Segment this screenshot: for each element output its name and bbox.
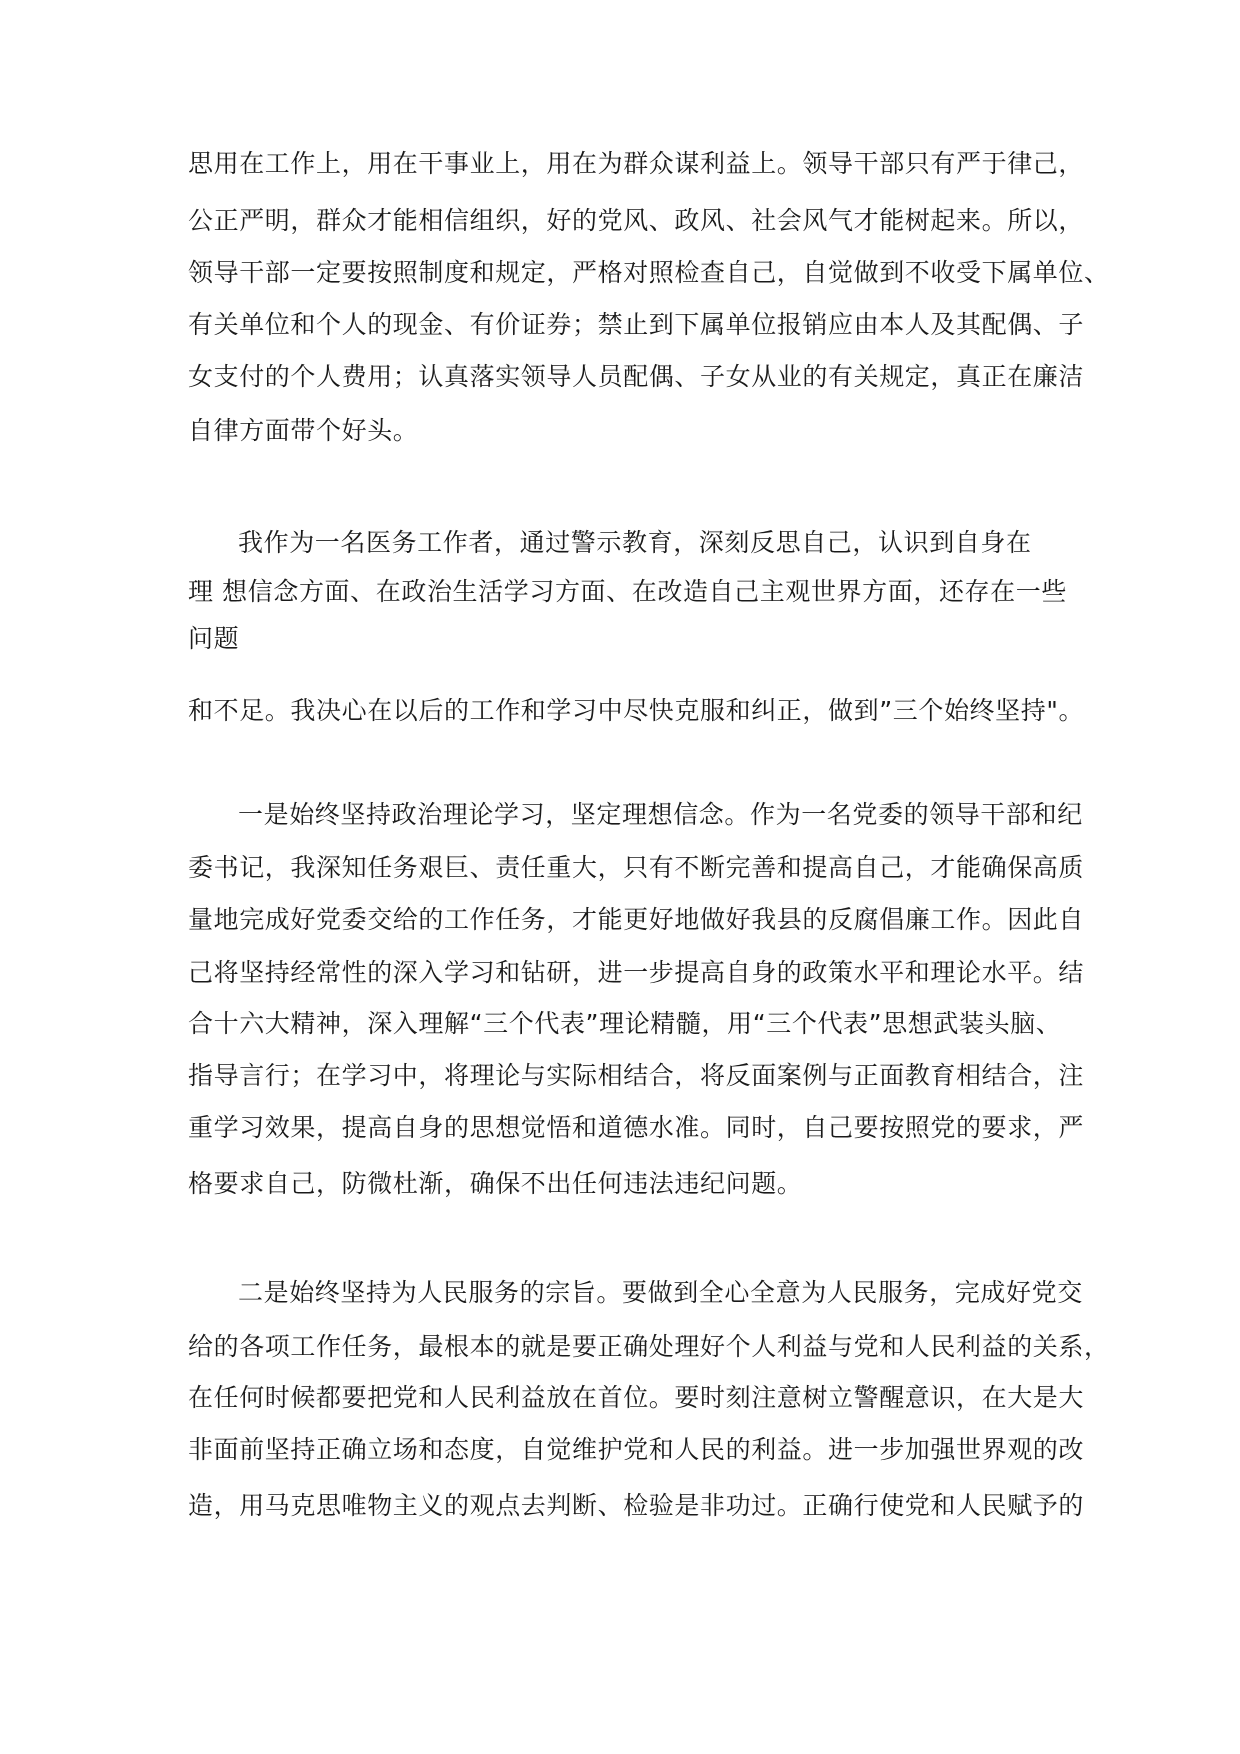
paragraph-line: 给的各项工作任务，最根本的就是要正确处理好个人利益与党和人民利益的关系， — [188, 1332, 1110, 1361]
paragraph-line: 女支付的个人费用；认真落实领导人员配偶、子女从业的有关规定，真正在廉洁 — [188, 362, 1085, 391]
paragraph-line: 和不足。我决心在以后的工作和学习中尽快克服和纠正，做到”三个始终坚持"。 — [188, 696, 1085, 725]
paragraph-line: 我作为一名医务工作者，通过警示教育，深刻反思自己，认识到自身在 — [238, 528, 1032, 557]
paragraph-line: 理 想信念方面、在政治生活学习方面、在改造自己主观世界方面，还存在一些 — [188, 577, 1067, 606]
paragraph-line: 合十六大精神，深入理解“三个代表”理论精髓，用“三个代表”思想武装头脑、 — [188, 1009, 1062, 1038]
paragraph-line: 重学习效果，提高自身的思想觉悟和道德水准。同时，自己要按照党的要求，严 — [188, 1113, 1085, 1142]
paragraph-line: 己将坚持经常性的深入学习和钻研，进一步提高自身的政策水平和理论水平。结 — [188, 958, 1085, 987]
paragraph-line: 格要求自己，防微杜渐，确保不出任何违法违纪问题。 — [188, 1169, 803, 1198]
paragraph-line: 有关单位和个人的现金、有价证券；禁止到下属单位报销应由本人及其配偶、子 — [188, 310, 1085, 339]
paragraph-line: 问题 — [188, 624, 240, 653]
paragraph-line: 公正严明，群众才能相信组织，好的党风、政风、社会风气才能树起来。所以， — [188, 206, 1085, 235]
paragraph-line: 非面前坚持正确立场和态度，自觉维护党和人民的利益。进一步加强世界观的改 — [188, 1435, 1085, 1464]
paragraph-line: 思用在工作上，用在干事业上，用在为群众谋利益上。领导干部只有严于律己， — [188, 149, 1085, 178]
paragraph-line: 在任何时候都要把党和人民利益放在首位。要时刻注意树立警醒意识，在大是大 — [188, 1383, 1085, 1412]
paragraph-line: 指导言行；在学习中，将理论与实际相结合，将反面案例与正面教育相结合，注 — [188, 1061, 1085, 1090]
paragraph-line: 量地完成好党委交给的工作任务，才能更好地做好我县的反腐倡廉工作。因此自 — [188, 905, 1085, 934]
paragraph-line: 领导干部一定要按照制度和规定，严格对照检查自己，自觉做到不收受下属单位、 — [188, 258, 1110, 287]
paragraph-line: 造，用马克思唯物主义的观点去判断、检验是非功过。正确行使党和人民赋予的 — [188, 1491, 1085, 1520]
paragraph-line: 自律方面带个好头。 — [188, 416, 419, 445]
paragraph-line: 一是始终坚持政治理论学习，坚定理想信念。作为一名党委的领导干部和纪 — [238, 800, 1083, 829]
paragraph-line: 二是始终坚持为人民服务的宗旨。要做到全心全意为人民服务，完成好党交 — [238, 1278, 1083, 1307]
paragraph-line: 委书记，我深知任务艰巨、责任重大，只有不断完善和提高自己，才能确保高质 — [188, 853, 1085, 882]
